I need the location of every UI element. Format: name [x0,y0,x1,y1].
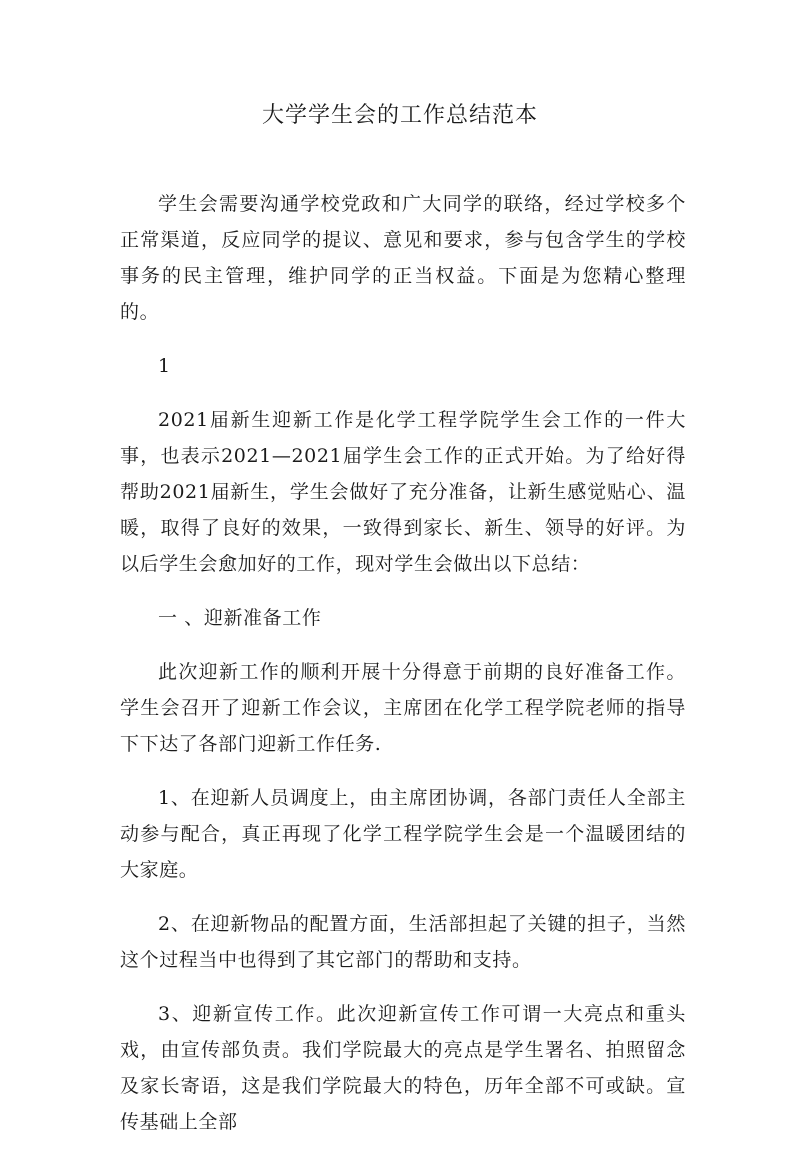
paragraph-preparation: 此次迎新工作的顺利开展十分得意于前期的良好准备工作。学生会召开了迎新工作会议，主席团在化学工程学院老师的指导下下达了各部门迎新工作任务. [120,661,686,755]
paragraph-section-number: 1 [158,355,171,377]
document-title: 大学学生会的工作总结范本 [261,103,538,128]
section-heading-preparation: 一 、迎新准备工作 [158,607,322,629]
paragraph-overview: 2021届新生迎新工作是化学工程学院学生会工作的一件大事，也表示2021—2021届学生会工作的正式开始。为了给好得帮助2021届新生，学生会做好了充分准备，让新生感觉贴心、温暖，取得了良好的效果，一致得到家长、新生、领导的好评。为以后学生会愈加好的工作，现对学生会做出以下总结： [120,409,686,575]
document-body [120,186,686,1158]
paragraph-intro: 学生会需要沟通学校党政和广大同学的联络，经过学校多个正常渠道，反应同学的提议、意见和要求，参与包含学生的学校事务的民主管理，维护同学的正当权益。下面是为您精心整理的。 [120,193,686,323]
paragraph-item-3: 3、迎新宣传工作。此次迎新宣传工作可谓一大亮点和重头戏，由宣传部负责。我们学院最大的亮点是学生署名、拍照留念及家长寄语，这是我们学院最大的特色，历年全部不可或缺。宣传基础上全部 [120,1003,686,1133]
paragraph-item-2: 2、在迎新物品的配置方面，生活部担起了关键的担子，当然这个过程当中也得到了其它部门的帮助和支持。 [120,913,686,971]
paragraph-item-1: 1、在迎新人员调度上，由主席团协调，各部门责任人全部主动参与配合，真正再现了化学工程学院学生会是一个温暖团结的大家庭。 [120,787,686,881]
